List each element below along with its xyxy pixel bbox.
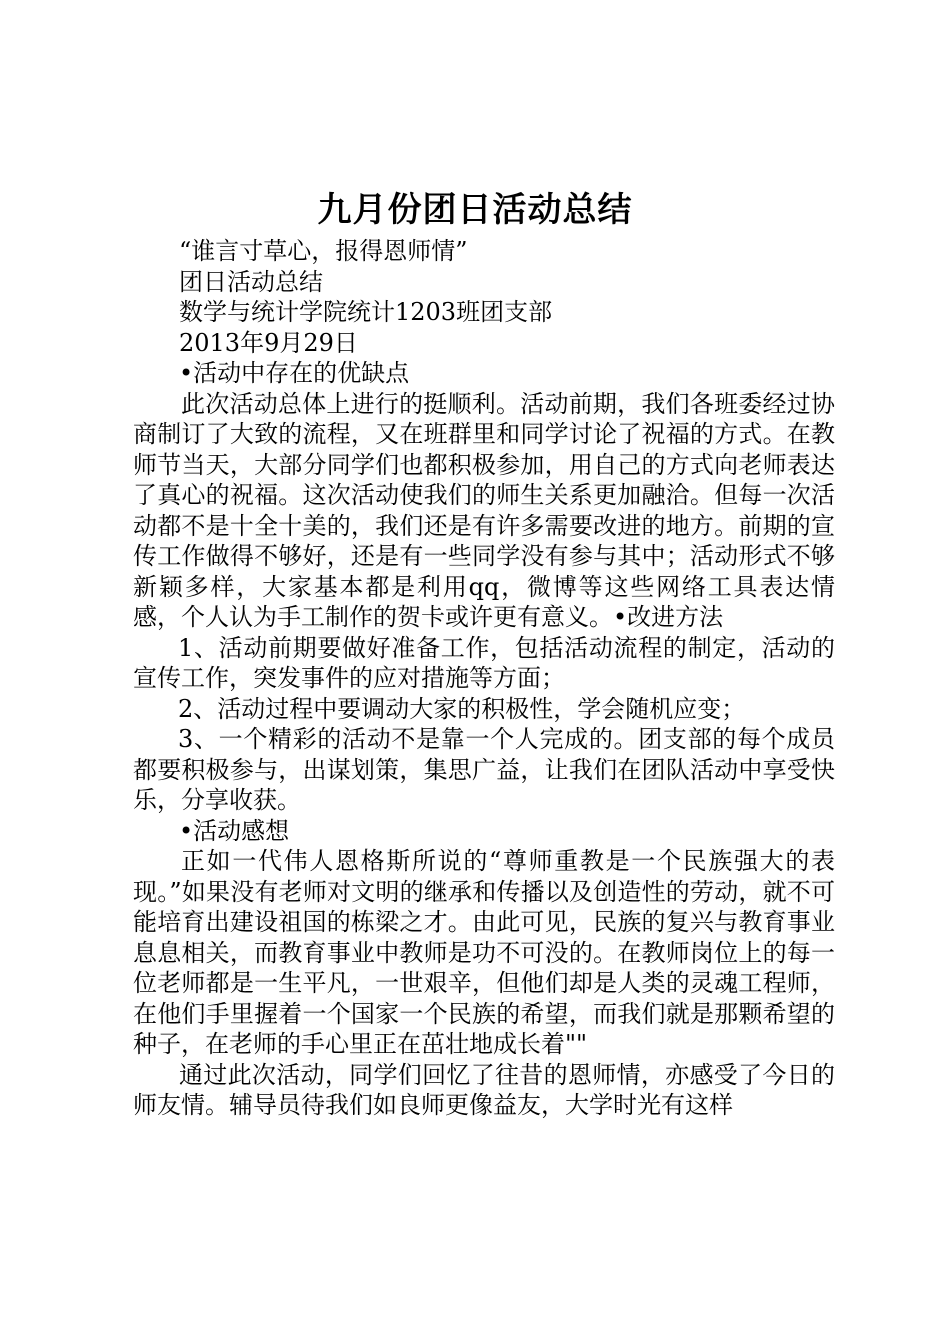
section-heading-reflections: •活动感想 xyxy=(179,816,290,845)
section-heading-improvements: •改进方法 xyxy=(613,603,724,631)
section-heading-pros-cons: •活动中存在的优缺点 xyxy=(179,359,410,387)
header-line-motto: “谁言寸草心，报得恩师情” xyxy=(179,237,468,265)
document-body xyxy=(133,236,835,1121)
list-item-2: 2、活动过程中要调动大家的积极性，学会随机应变； xyxy=(178,694,746,723)
document-title: 九月份团日活动总结 xyxy=(317,190,633,230)
header-line-date: 2013年9月29日 xyxy=(179,328,358,357)
paragraph-reflections: 正如一代伟人恩格斯所说的“尊师重教是一个民族强大的表现。”如果没有老师对文明的继承和传播以及创造性的劳动，就不可能培育出建设祖国的栋梁之才。由此可见，民族的复兴与教育事业息息相关，而教育事业中教师是功不可没的。在教师岗位上的每一位老师都是一生平凡，一世艰辛，但他们却是人类的灵魂工程师，在他们手里握着一个国家一个民族的希望，而我们就是那颗希望的种子，在老师的手心里正在茁壮地成长着"" xyxy=(133,847,835,1058)
paragraph-conclusion: 通过此次活动，同学们回忆了往昔的恩师情，亦感受了今日的师友情。辅导员待我们如良师更像益友，大学时光有这样 xyxy=(133,1060,835,1119)
header-line-organization: 数学与统计学院统计1203班团支部 xyxy=(179,298,553,326)
paragraph-summary xyxy=(133,389,835,633)
header-line-subtitle: 团日活动总结 xyxy=(179,267,323,296)
list-item-3: 3、一个精彩的活动不是靠一个人完成的。团支部的每个成员都要积极参与，出谋划策，集思广益，让我们在团队活动中享受快乐，分享收获。 xyxy=(133,725,835,814)
paragraph-summary-text: 此次活动总体上进行的挺顺利。活动前期，我们各班委经过协商制订了大致的流程，又在班群里和同学讨论了祝福的方式。在教师节当天，大部分同学们也都积极参加，用自己的方式向老师表达了真心的祝福。这次活动使我们的师生关系更加融洽。但每一次活动都不是十全十美的，我们还是有许多需要改进的地方。前期的宣传工作做得不够好，还是有一些同学没有参与其中；活动形式不够新颖多样，大家基本都是利用qq，微博等这些网络工具表达情感，个人认为手工制作的贺卡或许更有意义。 xyxy=(133,389,835,631)
list-item-1: 1、活动前期要做好准备工作，包括活动流程的制定，活动的宣传工作，突发事件的应对措施等方面； xyxy=(133,633,835,692)
